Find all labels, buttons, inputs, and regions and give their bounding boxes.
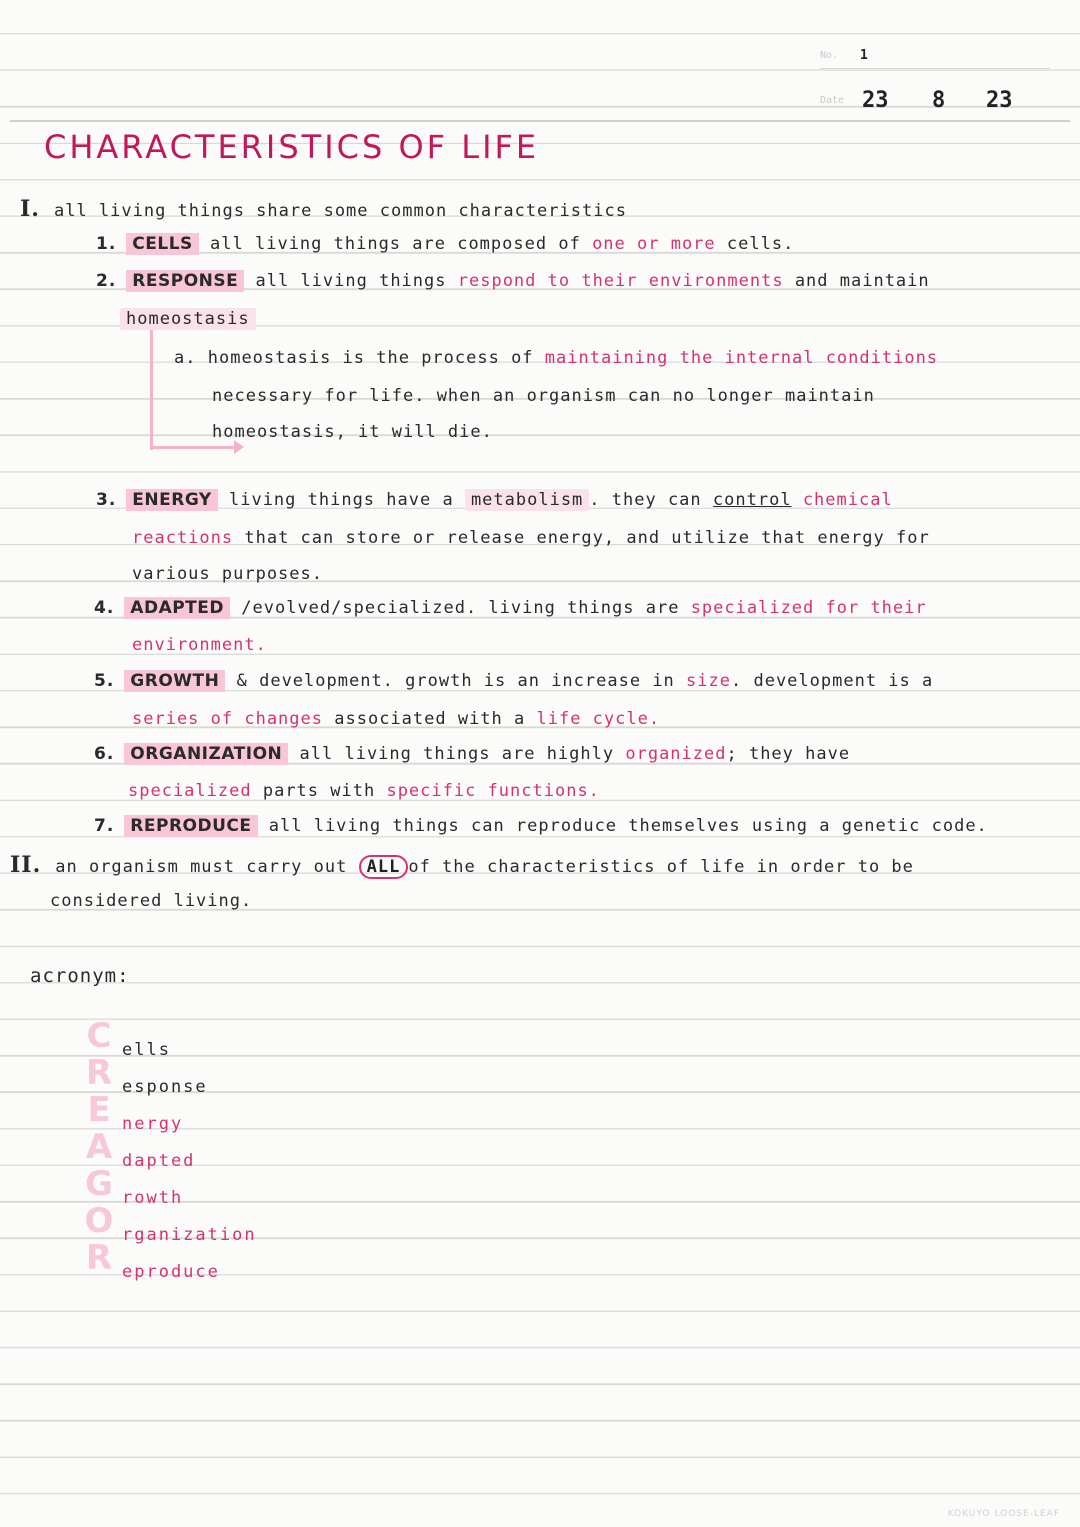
item-reproduce bbox=[94, 816, 988, 836]
item-cells-num: 1. bbox=[96, 234, 117, 254]
date-area bbox=[820, 40, 1050, 120]
no-label: No. bbox=[820, 50, 839, 61]
item-organization bbox=[94, 744, 850, 764]
section2-b: of the characteristics of life in order to be bbox=[408, 857, 914, 877]
item-organization-c: ; they have bbox=[726, 744, 851, 764]
section2-roman: II. bbox=[10, 852, 42, 878]
item-energy-line3: various purposes. bbox=[132, 564, 323, 584]
date-day: 23 bbox=[862, 88, 889, 113]
item-growth-line2 bbox=[132, 709, 660, 729]
homeostasis-note-letter: a. bbox=[174, 348, 197, 368]
section1-roman: I. bbox=[20, 196, 40, 222]
section2-a: an organism must carry out bbox=[55, 857, 348, 877]
date-year: 23 bbox=[986, 88, 1013, 113]
acronym-word: nergy bbox=[122, 1114, 184, 1134]
item-response-term: RESPONSE bbox=[126, 270, 244, 292]
section2-line2: considered living. bbox=[50, 891, 253, 911]
homeostasis-arrow bbox=[150, 446, 240, 449]
item-growth-a: & development. growth is an increase in bbox=[236, 671, 675, 691]
item-response-text-a: all living things bbox=[255, 271, 447, 291]
item-response-text-d: homeostasis bbox=[120, 308, 256, 330]
item-growth-l2c: life cycle. bbox=[536, 709, 661, 729]
date-month: 8 bbox=[932, 88, 946, 113]
acronym-word: rganization bbox=[122, 1225, 257, 1245]
item-adapted bbox=[94, 598, 927, 618]
item-organization-l2b: parts with bbox=[262, 781, 376, 801]
acronym-letter: E bbox=[87, 1090, 111, 1130]
acronym-letter: C bbox=[86, 1016, 112, 1056]
item-reproduce-term: REPRODUCE bbox=[124, 815, 257, 837]
item-adapted-l2: environment. bbox=[132, 635, 267, 655]
item-reproduce-a: all living things can reproduce themselves using a genetic code. bbox=[268, 816, 988, 836]
item-response-text-c: and maintain bbox=[794, 271, 930, 291]
item-organization-line2 bbox=[128, 781, 600, 801]
item-growth-l2a: series of changes bbox=[132, 709, 323, 729]
item-adapted-line2 bbox=[132, 635, 267, 655]
item-cells bbox=[96, 234, 794, 254]
item-cells-text-b: one or more bbox=[592, 234, 716, 254]
item-adapted-a: /evolved/specialized. living things are bbox=[241, 598, 680, 618]
section2-line1 bbox=[10, 852, 914, 878]
item-energy-term: ENERGY bbox=[126, 489, 217, 511]
section1-intro bbox=[20, 196, 627, 222]
item-energy-num: 3. bbox=[96, 490, 117, 510]
item-energy-a: living things have a bbox=[228, 490, 454, 510]
item-growth-b: size bbox=[686, 671, 731, 691]
item-response bbox=[96, 271, 930, 291]
item-energy-l2a: reactions bbox=[132, 528, 234, 548]
item-response-num: 2. bbox=[96, 271, 117, 291]
acronym-word: rowth bbox=[122, 1188, 184, 1208]
item-energy-d: control bbox=[712, 490, 792, 510]
item-organization-l2a: specialized bbox=[128, 781, 252, 801]
item-cells-text-c: cells. bbox=[726, 234, 795, 254]
paper-brand-footer: KOKUYO LOOSE-LEAF bbox=[947, 1509, 1060, 1519]
section1-intro-text: all living things share some common characteristics bbox=[53, 201, 627, 221]
homeostasis-note-l1b: maintaining bbox=[544, 348, 669, 368]
item-energy-line2 bbox=[132, 528, 930, 548]
item-adapted-num: 4. bbox=[94, 598, 115, 618]
acronym-word: eproduce bbox=[122, 1262, 220, 1282]
item-energy-b: metabolism bbox=[465, 489, 589, 511]
acronym-letter: R bbox=[85, 1053, 113, 1093]
item-reproduce-num: 7. bbox=[94, 816, 115, 836]
homeostasis-note-l2: necessary for life. when an organism can no longer maintain bbox=[212, 386, 875, 406]
item-energy-c: . they can bbox=[589, 490, 702, 510]
header-rule bbox=[10, 120, 1070, 122]
acronym-letters bbox=[84, 1018, 114, 1277]
acronym-word: ells bbox=[122, 1040, 171, 1060]
item-growth-term: GROWTH bbox=[124, 670, 225, 692]
homeostasis-note-l1a: homeostasis is the process of bbox=[207, 348, 534, 368]
item-adapted-term: ADAPTED bbox=[124, 597, 230, 619]
homeostasis-note-l3: homeostasis, it will die. bbox=[212, 422, 493, 442]
item-growth-num: 5. bbox=[94, 671, 115, 691]
acronym-letter: G bbox=[85, 1164, 113, 1204]
homeostasis-note-l1c: the internal conditions bbox=[679, 348, 939, 368]
item-organization-term: ORGANIZATION bbox=[124, 743, 288, 765]
item-energy bbox=[96, 490, 893, 510]
item-organization-b: organized bbox=[625, 744, 727, 764]
item-growth bbox=[94, 671, 933, 691]
no-rule bbox=[820, 68, 1050, 69]
acronym-word: dapted bbox=[122, 1151, 196, 1171]
item-response-line2 bbox=[120, 309, 256, 329]
section2-circled: ALL bbox=[359, 855, 409, 879]
item-energy-l2b: that can store or release energy, and utilize that energy for bbox=[244, 528, 930, 548]
item-organization-num: 6. bbox=[94, 744, 115, 764]
item-energy-e: chemical bbox=[802, 490, 893, 510]
item-growth-c: . development is a bbox=[731, 671, 934, 691]
item-growth-l2b: associated with a bbox=[334, 709, 526, 729]
homeostasis-bracket bbox=[150, 330, 153, 450]
acronym-word: esponse bbox=[122, 1077, 208, 1097]
acronym-label: acronym: bbox=[30, 965, 130, 987]
acronym-letter: A bbox=[85, 1127, 113, 1167]
item-cells-text-a: all living things are composed of bbox=[210, 234, 581, 254]
acronym-letter: O bbox=[84, 1201, 114, 1241]
date-label: Date bbox=[820, 95, 845, 106]
page-title: CHARACTERISTICS OF LIFE bbox=[44, 128, 540, 166]
item-response-text-b: respond to their environments bbox=[457, 271, 784, 291]
acronym-letter: R bbox=[85, 1238, 113, 1278]
item-organization-a: all living things are highly bbox=[299, 744, 615, 764]
item-cells-term: CELLS bbox=[126, 233, 199, 255]
item-organization-l2c: specific functions. bbox=[386, 781, 600, 801]
item-adapted-b: specialized for their bbox=[690, 598, 927, 618]
homeostasis-note-l1 bbox=[174, 348, 938, 368]
no-value: 1 bbox=[860, 48, 868, 63]
